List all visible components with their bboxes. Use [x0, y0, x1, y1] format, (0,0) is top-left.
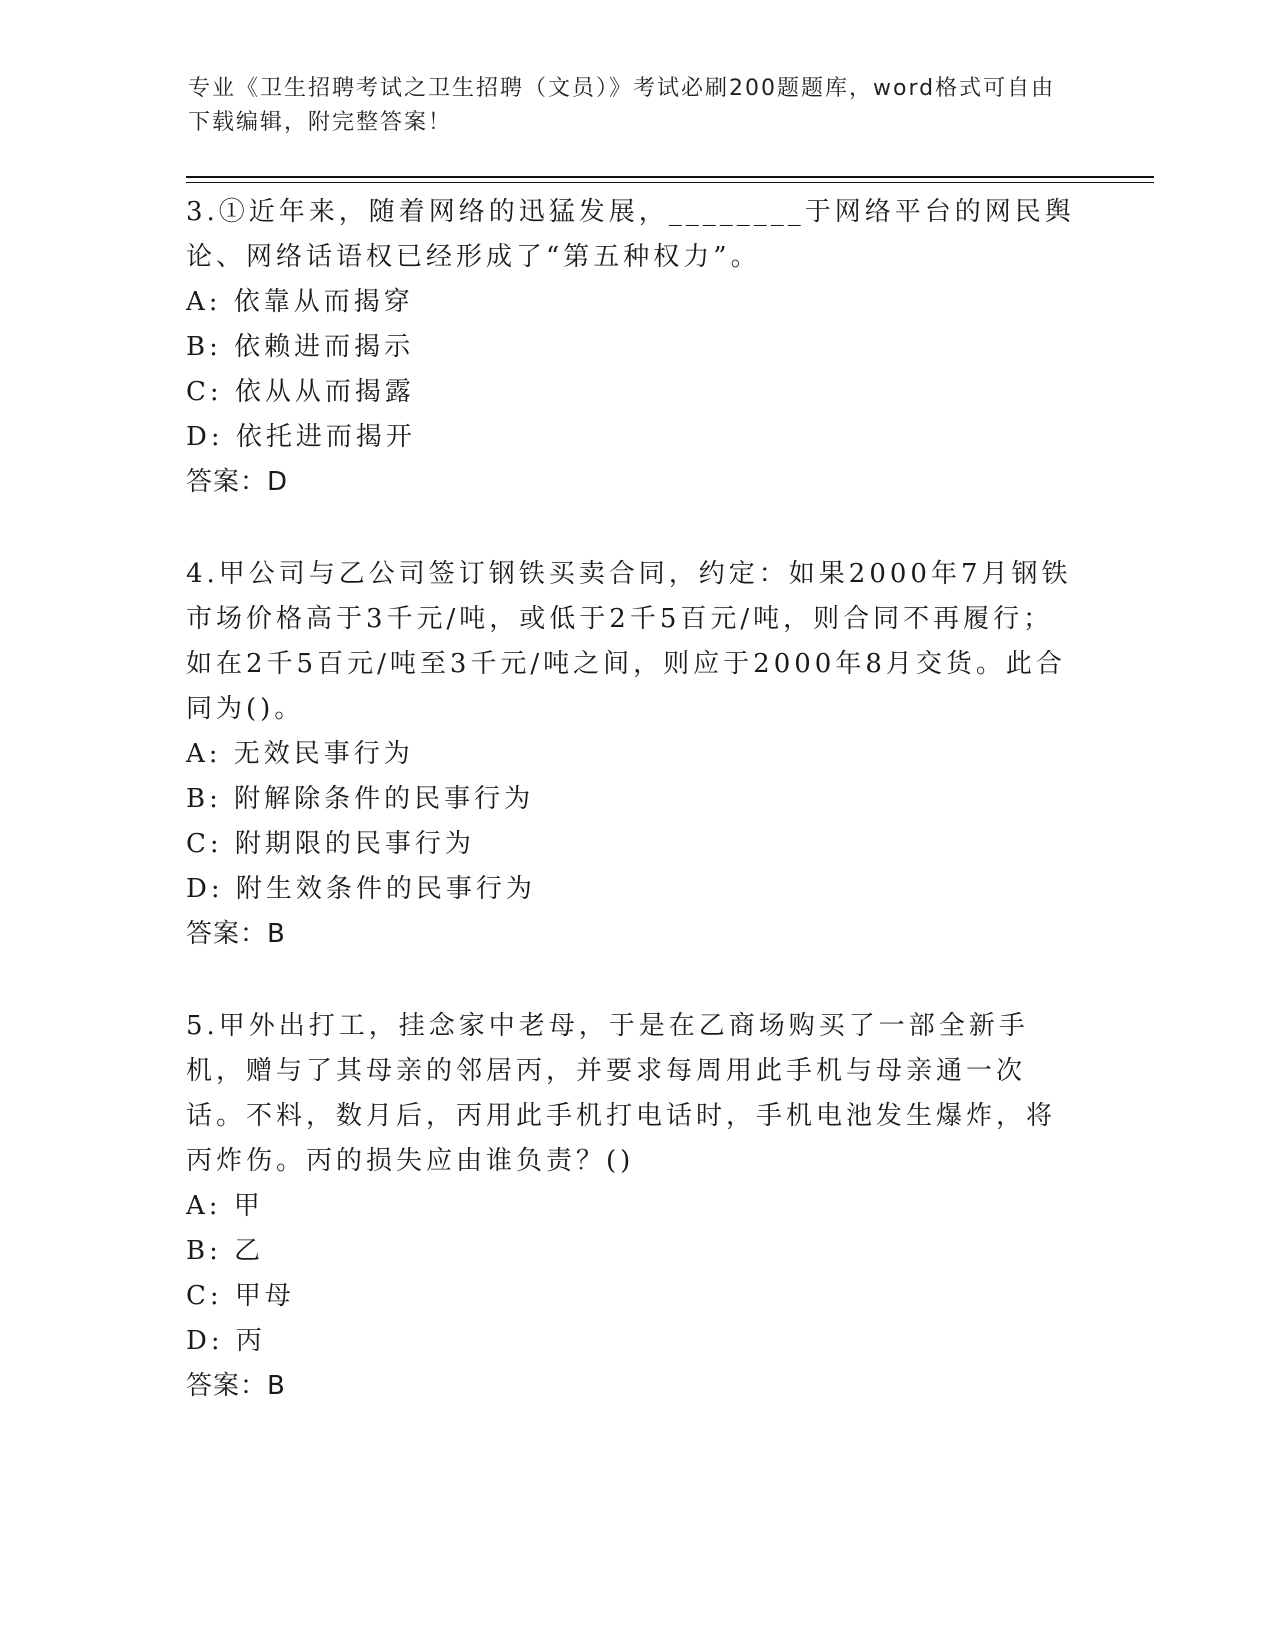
question-spacer — [186, 505, 1076, 552]
option-d: D: 附生效条件的民事行为 — [186, 874, 536, 904]
option-d: D: 依托进而揭开 — [186, 422, 416, 452]
option-c: C: 依从从而揭露 — [186, 377, 415, 407]
answer-line: 答案：B — [186, 919, 286, 949]
question-stem: 3.①近年来，随着网络的迅猛发展，________于网络平台的网民舆论、网络话语权已经形成了“第五种权力”。 — [186, 197, 1075, 272]
option-b: B: 附解除条件的民事行为 — [186, 784, 535, 814]
answer-line: 答案：B — [186, 1371, 286, 1401]
header-divider-thick — [186, 176, 1154, 178]
header-divider-thin — [186, 182, 1154, 183]
option-c: C: 附期限的民事行为 — [186, 829, 475, 859]
document-header: 专业《卫生招聘考试之卫生招聘（文员）》考试必刷200题题库，word格式可自由下载编辑，附完整答案！ — [188, 76, 1056, 135]
option-a: A: 依靠从而揭穿 — [186, 287, 414, 317]
question-4 — [186, 552, 1076, 957]
question-spacer — [186, 957, 1076, 1004]
option-c: C: 甲母 — [186, 1281, 295, 1311]
option-d: D: 丙 — [186, 1326, 266, 1356]
question-stem: 4.甲公司与乙公司签订钢铁买卖合同，约定：如果2000年7月钢铁市场价格高于3千元/吨，或低于2千5百元/吨，则合同不再履行；如在2千5百元/吨至3千元/吨之间，则应于2000年8月交货。此合同为()。 — [186, 559, 1072, 724]
option-b: B: 乙 — [186, 1236, 265, 1266]
option-a: A: 甲 — [186, 1191, 264, 1221]
answer-line: 答案：D — [186, 467, 289, 497]
option-b: B: 依赖进而揭示 — [186, 332, 415, 362]
question-stem: 5.甲外出打工，挂念家中老母，于是在乙商场购买了一部全新手机，赠与了其母亲的邻居丙，并要求每周用此手机与母亲通一次话。不料，数月后，丙用此手机打电话时，手机电池发生爆炸，将丙炸伤。丙的损失应由谁负责？() — [186, 1011, 1057, 1176]
option-a: A: 无效民事行为 — [186, 739, 414, 769]
question-3 — [186, 190, 1076, 505]
question-5 — [186, 1004, 1076, 1409]
question-list — [186, 190, 1076, 1409]
